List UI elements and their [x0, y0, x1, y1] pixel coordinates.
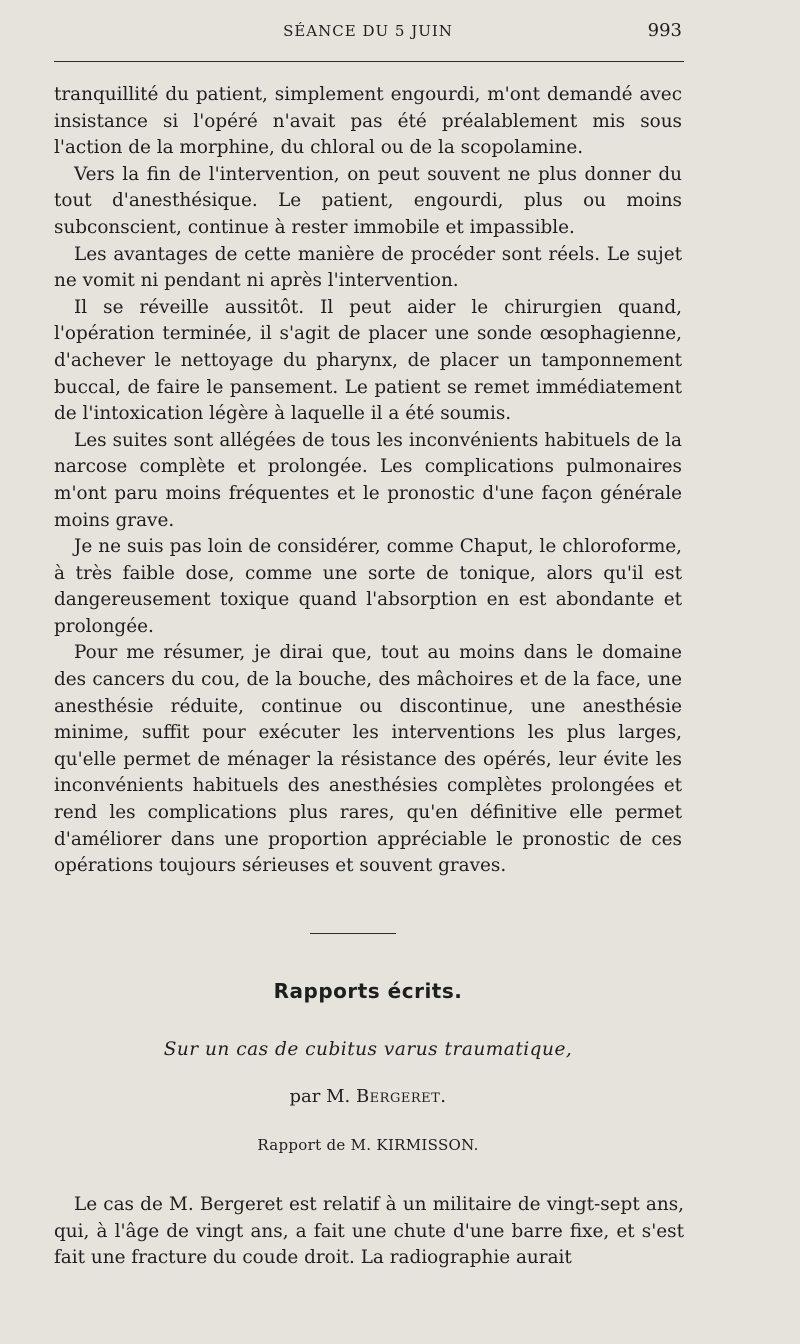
- author-prefix: par M.: [289, 1086, 351, 1107]
- running-head: [54, 22, 682, 44]
- paragraph: tranquillité du patient, simplement engourdi, m'ont demandé avec insistance si l'opéré n'avait pas été préalablement mis sous l'action de la morphine, du chloral ou de la scopolamine.: [54, 84, 682, 159]
- running-title: SÉANCE DU 5 JUIN: [283, 22, 453, 40]
- paragraph: Il se réveille aussitôt. Il peut aider le chirurgien quand, l'opération terminée, il s'agit de placer une sonde œsophagienne, d'achever le nettoyage du pharynx, de placer un tamponnement buccal, de faire le pansement. Le patient se remet immédiatement de l'intoxication légère à laquelle il a été soumis.: [54, 296, 682, 425]
- paragraph: Vers la fin de l'intervention, on peut souvent ne plus donner du tout d'anesthésique. Le patient, engourdi, plus ou moins subconscient, continue à rester immobile et impassible.: [54, 163, 682, 238]
- page-number: 993: [647, 20, 682, 41]
- paragraph: Pour me résumer, je dirai que, tout au moins dans le domaine des cancers du cou, de la bouche, des mâchoires et de la face, une anesthésie réduite, continue ou discontinue, une anesthésie minime, suffit pour exécuter les interventions les plus larges, qu'elle permet de ménager la résistance des opérés, leur évite les inconvénients habituels des anesthésies complètes prolongées et rend les complications plus rares, qu'en définitive elle permet d'améliorer dans une proportion appréciable le pronostic de ces opérations toujours sérieuses et souvent graves.: [54, 642, 682, 877]
- header-rule: [54, 61, 684, 62]
- section-title: Rapports écrits.: [273, 979, 463, 1003]
- body-text: [54, 82, 682, 880]
- paragraph: Je ne suis pas loin de considérer, comme Chaput, le chloroforme, à très faible dose, comme une sorte de tonique, alors qu'il est dangereusement toxique quand l'absorption en est abondante et prolongée.: [54, 536, 682, 637]
- report-author: [0, 1086, 736, 1107]
- report-title: Sur un cas de cubitus varus traumatique,: [163, 1039, 573, 1060]
- paragraph: Les suites sont allégées de tous les inconvénients habituels de la narcose complète et prolongée. Les complications pulmonaires m'ont paru moins fréquentes et le pronostic d'une façon générale moins grave.: [54, 429, 682, 531]
- author-name: Bergeret.: [355, 1086, 447, 1107]
- section-divider: [310, 933, 396, 934]
- paragraph: Le cas de M. Bergeret est relatif à un militaire de vingt-sept ans, qui, à l'âge de vingt ans, a fait une chute d'une barre fixe, et s'est fait une fracture du coude droit. La radiographie aurait: [54, 1194, 684, 1269]
- paragraph: Les avantages de cette manière de procéder sont réels. Le sujet ne vomit ni pendant ni après l'intervention.: [54, 243, 682, 292]
- report-body: [54, 1192, 684, 1272]
- rapporteur-line: Rapport de M. KIRMISSON.: [257, 1136, 479, 1154]
